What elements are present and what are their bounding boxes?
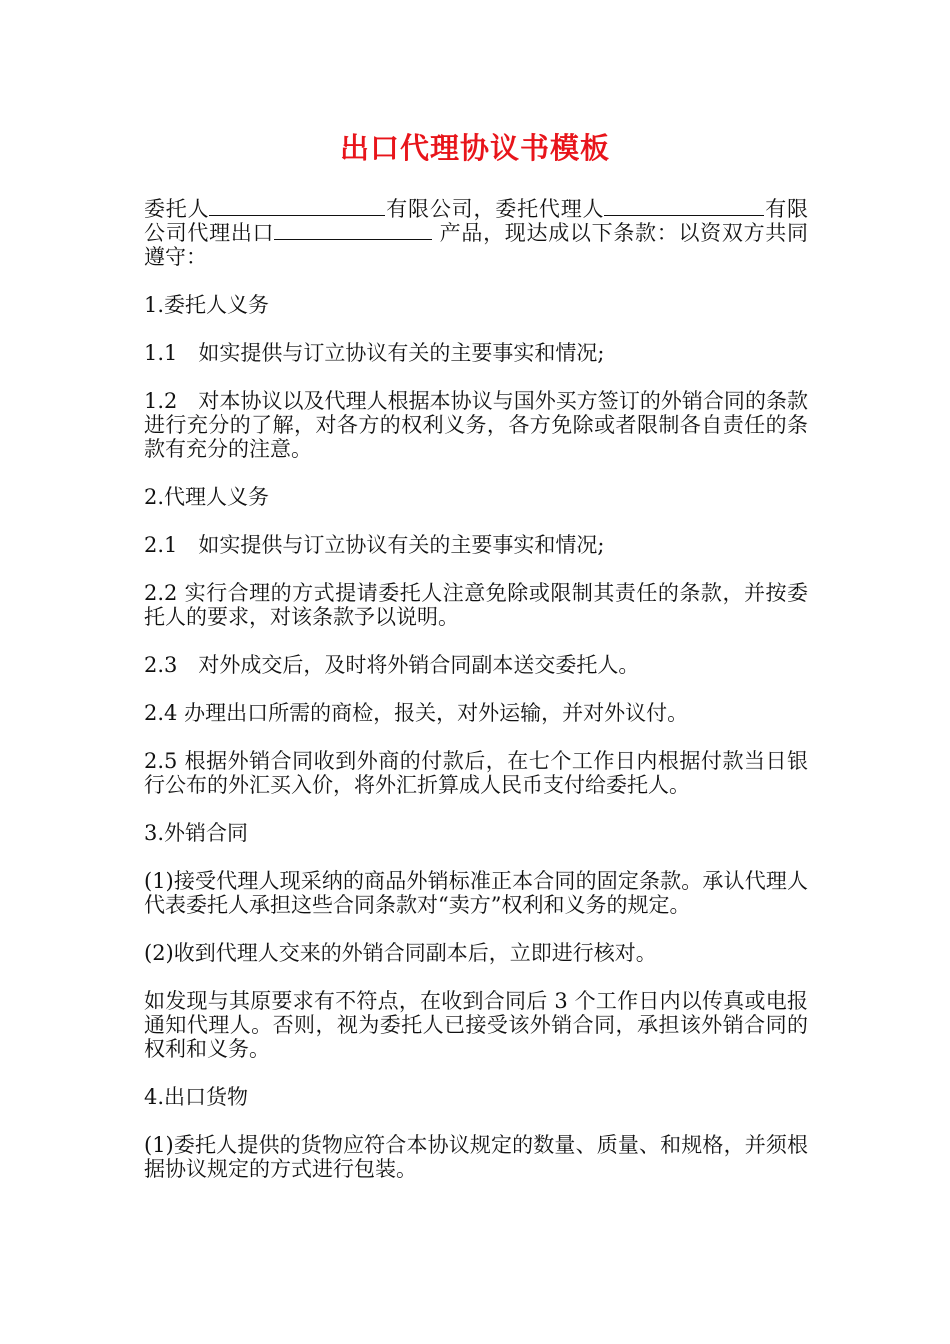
section-heading-4: 4.出口货物 [144, 1085, 249, 1109]
blank-field-principal[interactable] [209, 197, 385, 216]
clause-2-5: 2.5 根据外销合同收到外商的付款后，在七个工作日内根据付款当日银行公布的外汇买入价，将外汇折算成人民币支付给委托人。 [144, 749, 808, 797]
clause-4-1: (1)委托人提供的货物应符合本协议规定的数量、质量、和规格，并须根据协议规定的方式进行包装。 [144, 1133, 808, 1181]
clause-3-2: (2)收到代理人交来的外销合同副本后，立即进行核对。 [144, 941, 657, 965]
intro-paragraph [144, 197, 808, 269]
clause-1-1: 1.1 如实提供与订立协议有关的主要事实和情况; [144, 341, 605, 365]
section-heading-1: 1.委托人义务 [144, 293, 270, 317]
clause-2-4: 2.4 办理出口所需的商检，报关，对外运输，并对外议付。 [144, 701, 689, 725]
clause-2-1: 2.1 如实提供与订立协议有关的主要事实和情况; [144, 533, 605, 557]
section-heading-2: 2.代理人义务 [144, 485, 270, 509]
document-body [144, 197, 808, 1205]
document-title: 出口代理协议书模板 [339, 131, 610, 165]
section-heading-3: 3.外销合同 [144, 821, 249, 845]
blank-field-product[interactable] [274, 221, 432, 240]
intro-part-4: 产品，现达成以下条款：以资双方共同遵守： [144, 221, 808, 269]
intro-part-1: 委托人 [144, 197, 210, 221]
clause-3-1: (1)接受代理人现采纳的商品外销标准正本合同的固定条款。承认代理人代表委托人承担这些合同条款对“卖方”权利和义务的规定。 [144, 869, 808, 917]
clause-1-2: 1.2 对本协议以及代理人根据本协议与国外买方签订的外销合同的条款进行充分的了解，对各方的权利义务，各方免除或者限制各自责任的条款有充分的注意。 [144, 389, 808, 461]
clause-2-2: 2.2 实行合理的方式提请委托人注意免除或限制其责任的条款，并按委托人的要求，对该条款予以说明。 [144, 581, 808, 629]
intro-part-2: 有限公司，委托代理人 [385, 197, 605, 221]
intro-part-3: 有限公司代理出口 [144, 197, 808, 245]
clause-2-3: 2.3 对外成交后，及时将外销合同副本送交委托人。 [144, 653, 640, 677]
clause-3-note: 如发现与其原要求有不符点，在收到合同后 3 个工作日内以传真或电报通知代理人。否则，视为委托人已接受该外销合同，承担该外销合同的权利和义务。 [144, 989, 808, 1061]
blank-field-agent[interactable] [604, 197, 764, 216]
